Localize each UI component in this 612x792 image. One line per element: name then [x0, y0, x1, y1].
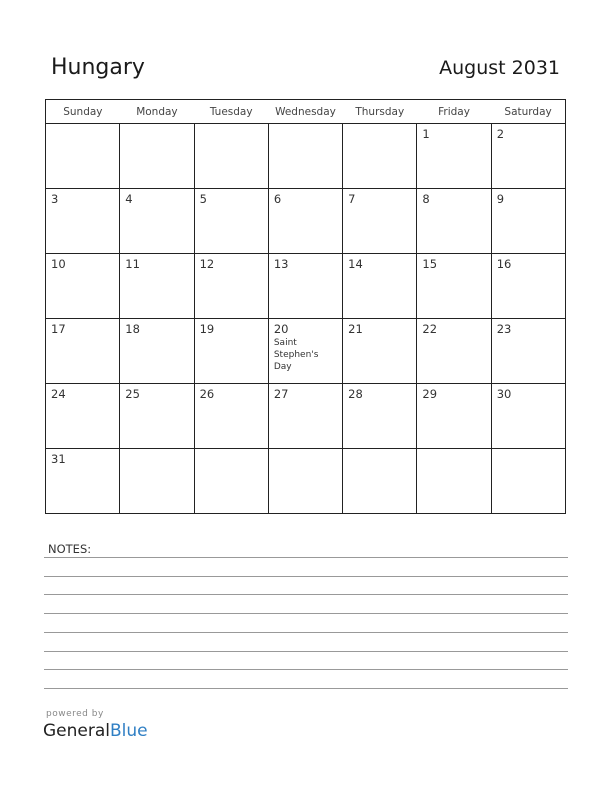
day-cell: [46, 254, 120, 319]
note-line: [44, 557, 568, 558]
day-cell: [194, 449, 268, 514]
day-number: 18: [125, 322, 140, 336]
note-line: [44, 613, 568, 614]
powered-by-text: powered by: [46, 709, 104, 719]
note-line: [44, 651, 568, 652]
weekday-monday: Monday: [120, 100, 194, 124]
day-number: 19: [199, 322, 215, 336]
day-number: 20: [273, 322, 289, 336]
day-number: [417, 449, 490, 452]
day-cell: [491, 449, 565, 514]
day-number: [195, 449, 268, 452]
day-cell: [120, 254, 194, 319]
day-cell: [417, 384, 491, 449]
day-number: 2: [496, 127, 505, 141]
day-number: 15: [422, 257, 438, 271]
day-cell: [120, 319, 194, 384]
day-cell: [194, 254, 268, 319]
day-cell: [417, 319, 491, 384]
day-number: 11: [125, 257, 140, 271]
day-cell: [120, 124, 194, 189]
weekday-saturday: Saturday: [491, 100, 565, 124]
day-cell: [343, 254, 417, 319]
day-number: 9: [496, 192, 505, 206]
weekday-thursday: Thursday: [343, 100, 417, 124]
day-cell: [120, 384, 194, 449]
day-number: 17: [51, 322, 66, 336]
day-cell: [46, 384, 120, 449]
day-cell: [491, 384, 565, 449]
day-cell: [417, 254, 491, 319]
day-cell: [417, 189, 491, 254]
country-title: Hungary: [51, 55, 145, 80]
day-cell: [46, 124, 120, 189]
day-number: 31: [51, 452, 66, 466]
note-line: [44, 632, 568, 633]
week-row: [46, 384, 566, 449]
day-cell: [268, 254, 342, 319]
weekday-tuesday: Tuesday: [194, 100, 268, 124]
day-number: 6: [273, 192, 282, 206]
day-number: [120, 449, 193, 452]
day-number: 28: [348, 387, 363, 401]
day-number: 22: [422, 322, 438, 336]
holiday-label: Saint Stephen's Day: [273, 338, 319, 372]
day-cell: [268, 319, 342, 384]
day-cell: [343, 449, 417, 514]
day-cell: [46, 319, 120, 384]
day-number: 4: [125, 192, 133, 206]
note-line: [44, 576, 568, 577]
notes-label: NOTES:: [48, 542, 92, 556]
day-cell: [343, 384, 417, 449]
month-title: August 2031: [439, 57, 560, 79]
day-cell: [194, 124, 268, 189]
week-row: [46, 319, 566, 384]
day-number: 13: [273, 257, 289, 271]
day-cell: [417, 124, 491, 189]
weekday-sunday: Sunday: [46, 100, 120, 124]
weekday-header-row: [46, 100, 566, 124]
day-number: 7: [348, 192, 356, 206]
day-number: [269, 449, 342, 452]
day-cell: [194, 189, 268, 254]
day-number: 30: [496, 387, 512, 401]
day-number: [343, 449, 416, 452]
day-number: 5: [199, 192, 207, 206]
note-line: [44, 594, 568, 595]
day-cell: [491, 124, 565, 189]
day-number: 26: [199, 387, 215, 401]
day-cell: [268, 449, 342, 514]
day-number: 12: [199, 257, 215, 271]
weekday-wednesday: Wednesday: [268, 100, 342, 124]
note-line: [44, 688, 568, 689]
brand-general: General: [43, 721, 110, 741]
day-cell: [491, 254, 565, 319]
day-number: [195, 124, 268, 127]
day-cell: [268, 189, 342, 254]
brand-blue: Blue: [110, 721, 148, 741]
day-number: 16: [496, 257, 512, 271]
day-number: [269, 124, 342, 127]
day-cell: [120, 449, 194, 514]
day-number: 25: [125, 387, 140, 401]
day-cell: [491, 189, 565, 254]
day-cell: [417, 449, 491, 514]
day-number: [343, 124, 416, 127]
day-cell: [343, 124, 417, 189]
day-cell: [268, 124, 342, 189]
day-cell: [343, 319, 417, 384]
day-cell: [343, 189, 417, 254]
brand-logo: [43, 721, 148, 741]
day-number: 23: [496, 322, 512, 336]
day-number: [120, 124, 193, 127]
note-line: [44, 669, 568, 670]
calendar-grid: [45, 99, 566, 514]
week-row: [46, 449, 566, 514]
day-number: 27: [273, 387, 289, 401]
day-number: 21: [348, 322, 363, 336]
day-cell: [194, 384, 268, 449]
day-number: [492, 449, 565, 452]
day-number: 14: [348, 257, 363, 271]
day-number: 29: [422, 387, 438, 401]
day-number: 8: [422, 192, 430, 206]
day-cell: [491, 319, 565, 384]
week-row: [46, 189, 566, 254]
day-number: 1: [422, 127, 430, 141]
weekday-friday: Friday: [417, 100, 491, 124]
day-number: 24: [51, 387, 66, 401]
week-row: [46, 124, 566, 189]
day-number: [46, 124, 119, 127]
week-row: [46, 254, 566, 319]
day-cell: [46, 449, 120, 514]
day-number: 10: [51, 257, 66, 271]
day-cell: [46, 189, 120, 254]
day-cell: [268, 384, 342, 449]
day-number: 3: [51, 192, 59, 206]
day-cell: [194, 319, 268, 384]
day-cell: [120, 189, 194, 254]
